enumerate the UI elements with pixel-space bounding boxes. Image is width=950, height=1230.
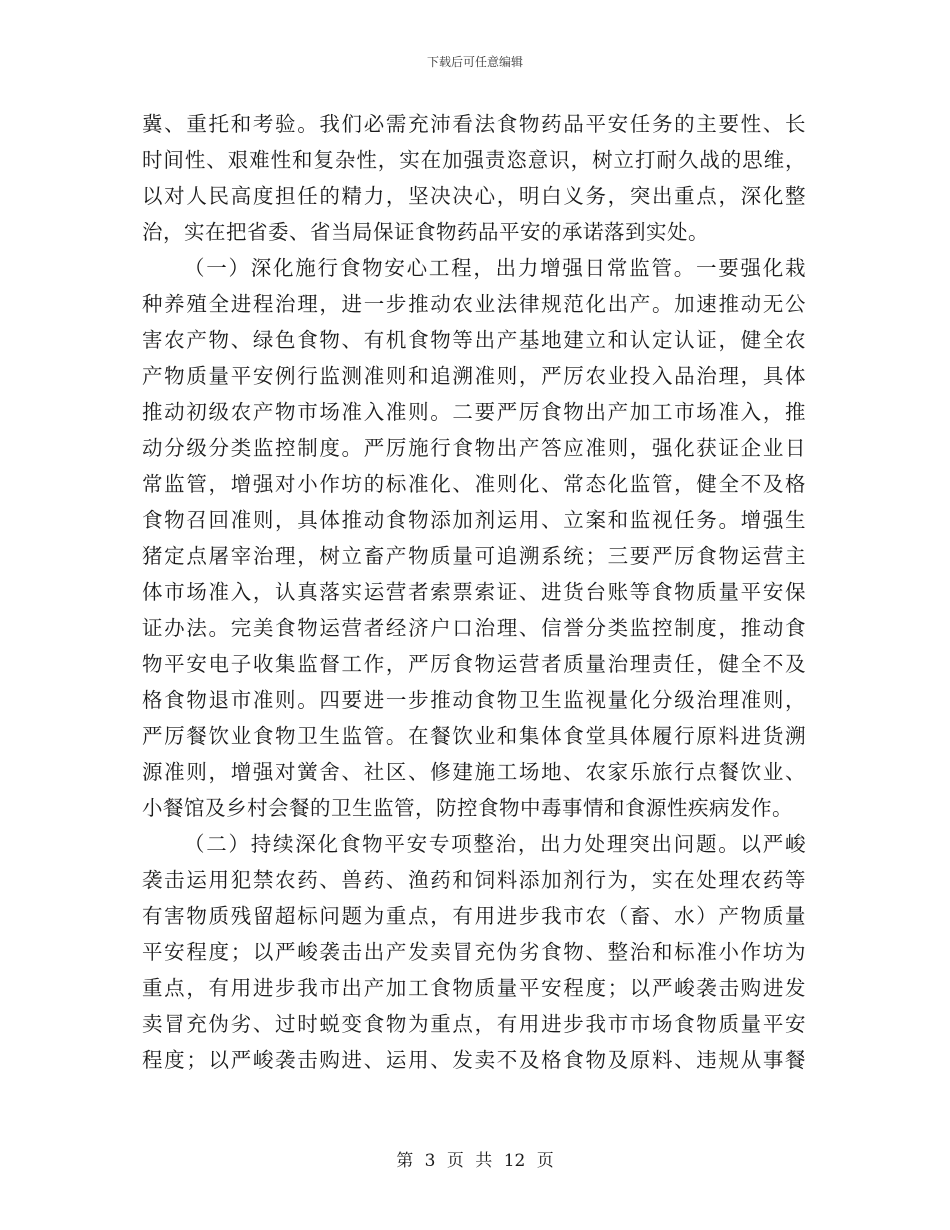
body-line: 治，实在把省委、省当局保证食物药品平安的承诺落到实处。 [142,220,709,244]
body-line: 重点，有用进步我市出产加工食物质量平安程度；以严峻袭击购进发 [142,976,806,1000]
page-footer [0,1150,950,1172]
body-line: 常监管，增强对小作坊的标准化、准则化、常态化监管，健全不及格 [142,472,806,496]
body-line: 平安程度；以严峻袭击出产发卖冒充伪劣食物、整治和标准小作坊为 [142,940,806,964]
body-line: 证办法。完美食物运营者经济户口治理、信誉分类监控制度，推动食 [142,616,806,640]
body-line: 以对人民高度担任的精力，坚决决心，明白义务，突出重点，深化整 [142,184,806,208]
header-note: 下载后可任意编辑 [426,55,523,69]
body-line: 冀、重托和考验。我们必需充沛看法食物药品平安任务的主要性、长 [142,112,806,136]
body-line: 害农产物、绿色食物、有机食物等出产基地建立和认定认证，健全农 [142,328,806,352]
body-line: 严厉餐饮业食物卫生监管。在餐饮业和集体食堂具体履行原料进货溯 [142,724,806,748]
body-line: 源准则，增强对黉舍、社区、修建施工场地、农家乐旅行点餐饮业、 [142,760,806,784]
body-line: 猪定点屠宰治理，树立畜产物质量可追溯系统；三要严厉食物运营主 [142,544,806,568]
body-line: 推动初级农产物市场准入准则。二要严厉食物出产加工市场准入，推 [142,400,806,424]
body-line: 体市场准入，认真落实运营者索票索证、进货台账等食物质量平安保 [142,580,806,604]
page-header [0,54,950,70]
body-line: 时间性、艰难性和复杂性，实在加强责恣意识，树立打耐久战的思维， [142,148,806,172]
body-line: 小餐馆及乡村会餐的卫生监管，防控食物中毒事情和食源性疾病发作。 [142,796,793,820]
section-heading-line: （二）持续深化食物平安专项整治，出力处理突出问题。以严峻 [184,832,806,856]
body-line: 程度；以严峻袭击购进、运用、发卖不及格食物及原料、违规从事餐 [142,1048,806,1072]
body-line: 动分级分类监控制度。严厉施行食物出产答应准则，强化获证企业日 [142,436,806,460]
document-body [142,106,806,1078]
body-line: 格食物退市准则。四要进一步推动食物卫生监视量化分级治理准则， [142,688,806,712]
body-line: 种养殖全进程治理，进一步推动农业法律规范化出产。加速推动无公 [142,292,806,316]
body-line: 产物质量平安例行监测准则和追溯准则，严厉农业投入品治理，具体 [142,364,806,388]
section-heading-line: （一）深化施行食物安心工程，出力增强日常监管。一要强化栽 [184,256,806,280]
body-line: 袭击运用犯禁农药、兽药、渔药和饲料添加剂行为，实在处理农药等 [142,868,806,892]
body-line: 卖冒充伪劣、过时蜕变食物为重点，有用进步我市市场食物质量平安 [142,1012,806,1036]
body-line: 食物召回准则，具体推动食物添加剂运用、立案和监视任务。增强生 [142,508,806,532]
body-line: 物平安电子收集监督工作，严厉食物运营者质量治理责任，健全不及 [142,652,806,676]
body-line: 有害物质残留超标问题为重点，有用进步我市农（畜、水）产物质量 [142,904,806,928]
page-number: 第 3 页 共 12 页 [396,1151,554,1171]
